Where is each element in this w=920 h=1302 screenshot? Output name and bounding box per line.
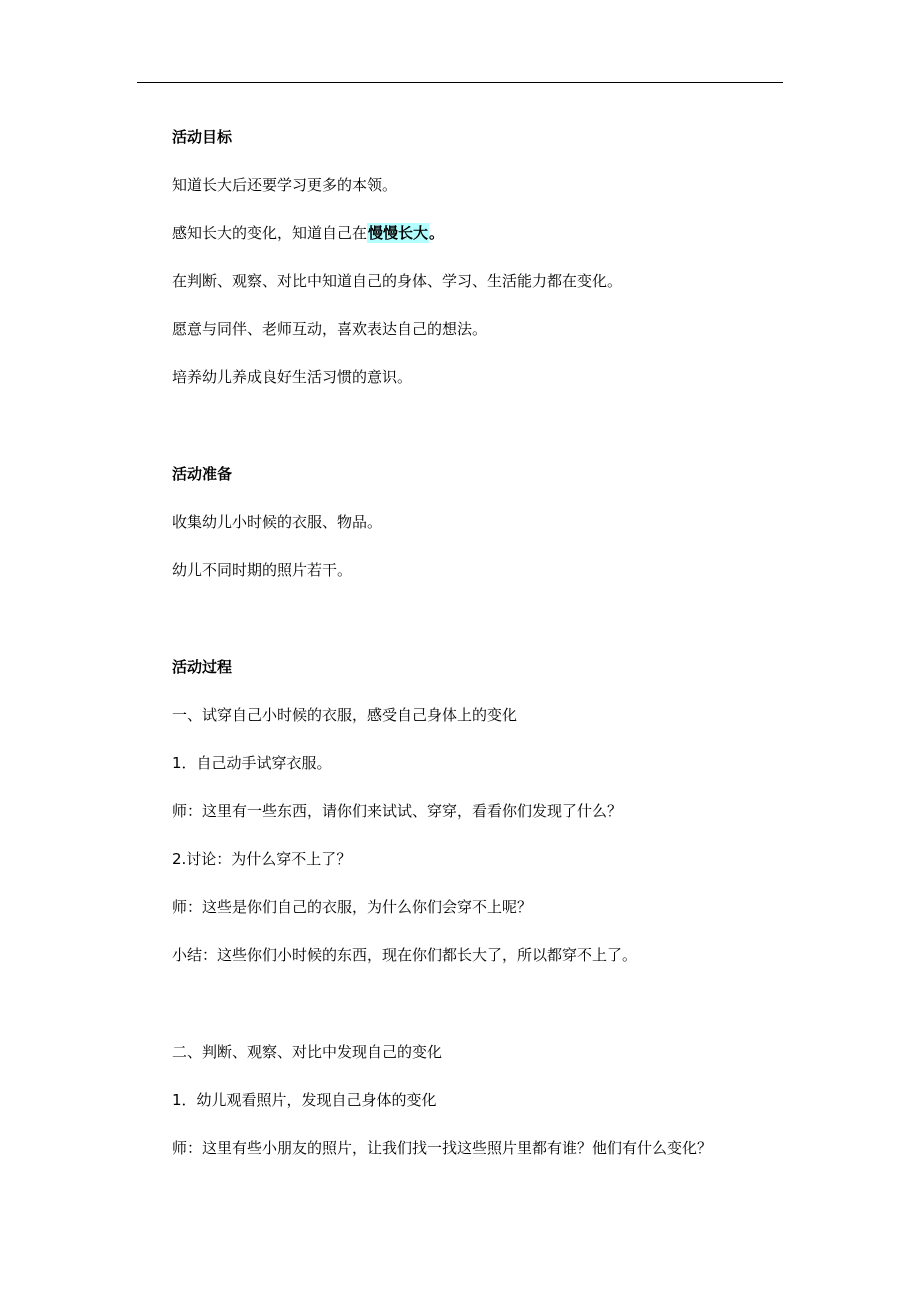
process-line-7: 二、判断、观察、对比中发现自己的变化	[172, 1043, 443, 1061]
goal-item-1: 知道长大后还要学习更多的本领。	[172, 176, 398, 194]
process-line-6: 小结：这些你们小时候的东西，现在你们都长大了，所以都穿不上了。	[172, 946, 638, 964]
process-line-9: 师：这里有些小朋友的照片，让我们找一找这些照片里都有谁？他们有什么变化？	[172, 1139, 713, 1157]
goal-item-4: 愿意与同伴、老师互动，喜欢表达自己的想法。	[172, 320, 488, 338]
process-line-1: 一、试穿自己小时候的衣服，感受自己身体上的变化	[172, 706, 518, 724]
header-rule	[137, 82, 783, 83]
section-heading-preparation: 活动准备	[172, 465, 233, 483]
goal-item-3: 在判断、观察、对比中知道自己的身体、学习、生活能力都在变化。	[172, 272, 623, 290]
section-heading-goals: 活动目标	[172, 128, 233, 146]
process-line-4: 2.讨论：为什么穿不上了？	[172, 850, 352, 868]
process-line-2: 1．自己动手试穿衣服。	[172, 754, 332, 772]
goal-item-2-prefix: 感知长大的变化，知道自己在	[172, 224, 368, 242]
goal-item-2	[172, 223, 444, 243]
highlighted-phrase: 慢慢长大	[368, 224, 429, 242]
preparation-item-2: 幼儿不同时期的照片若干。	[172, 561, 353, 579]
section-heading-process: 活动过程	[172, 658, 233, 676]
process-line-3: 师：这里有一些东西，请你们来试试、穿穿，看看你们发现了什么？	[172, 802, 623, 820]
goal-item-2-suffix: 。	[429, 224, 445, 242]
goal-item-5: 培养幼儿养成良好生活习惯的意识。	[172, 368, 413, 386]
process-line-5: 师：这些是你们自己的衣服，为什么你们会穿不上呢？	[172, 898, 533, 916]
process-line-8: 1．幼儿观看照片，发现自己身体的变化	[172, 1091, 437, 1109]
preparation-item-1: 收集幼儿小时候的衣服、物品。	[172, 513, 383, 531]
